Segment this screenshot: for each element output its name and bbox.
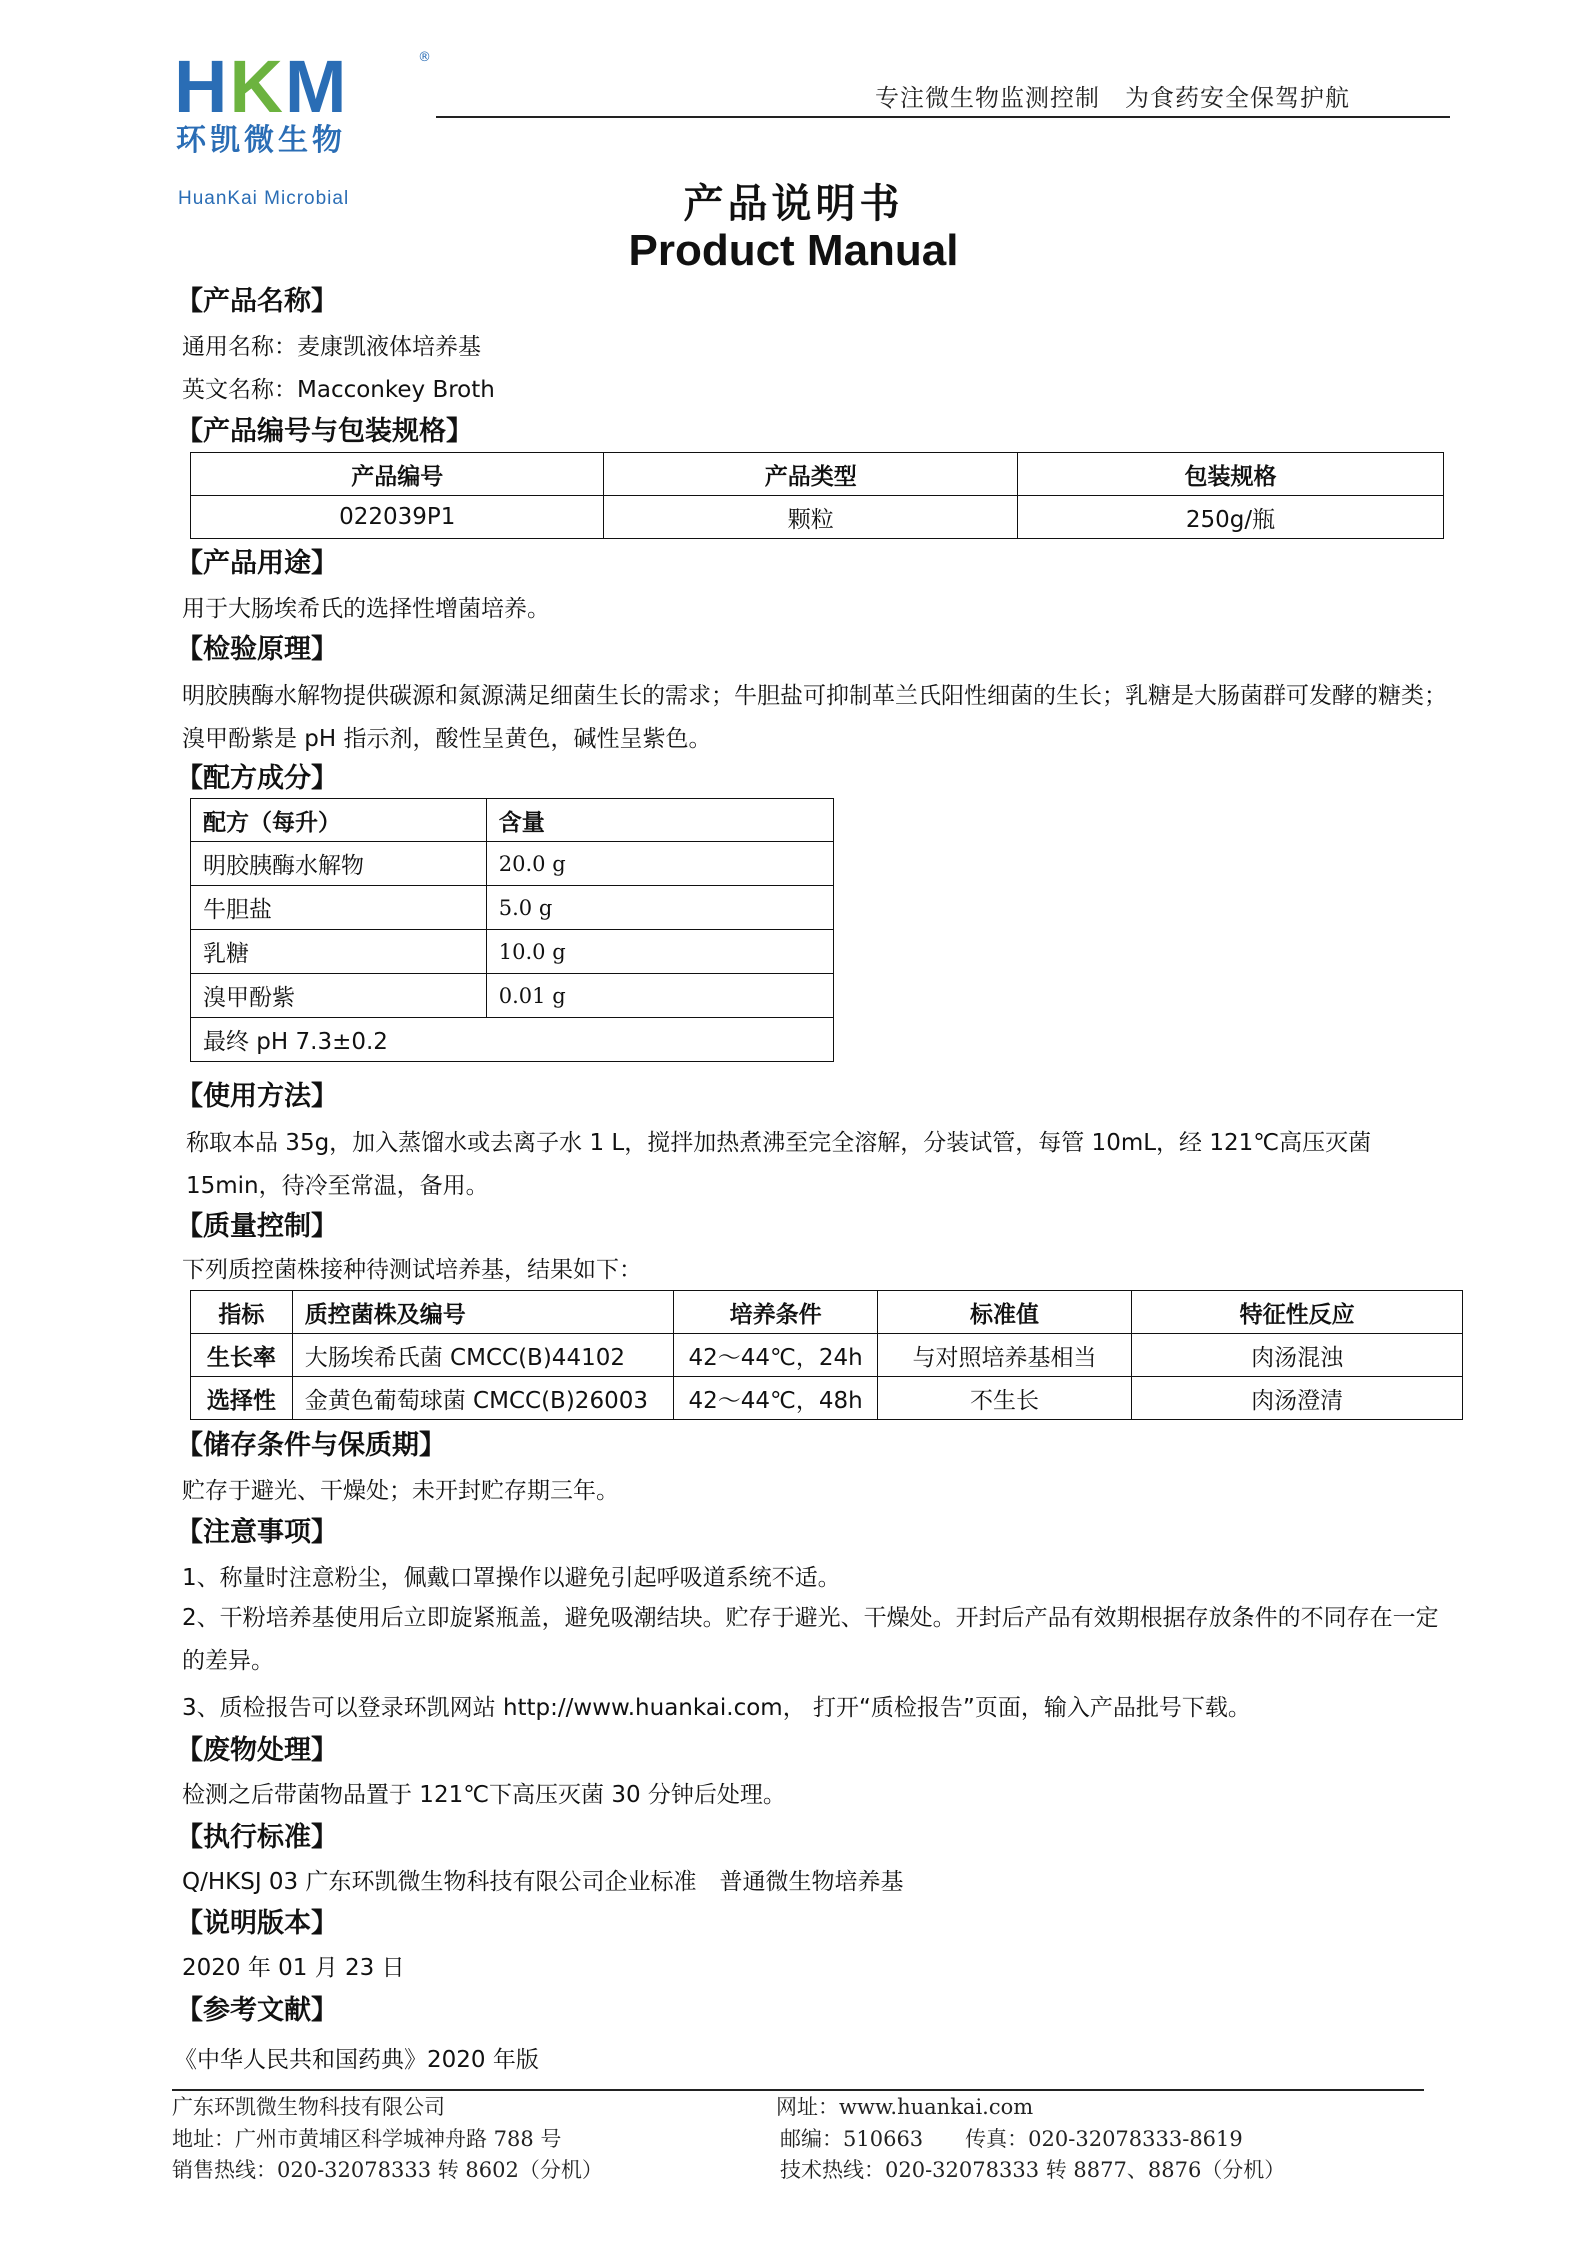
qc-strain: 大肠埃希氏菌 CMCC(B)44102 [292, 1334, 674, 1377]
qc-reaction: 肉汤澄清 [1132, 1377, 1463, 1420]
table-header-cell: 培养条件 [674, 1291, 878, 1334]
table-header-row [191, 1291, 1463, 1334]
header-divider [436, 116, 1450, 118]
footer-address: 地址：广州市黄埔区科学城神舟路 788 号 [172, 2127, 562, 2151]
package-spec: 250g/瓶 [1017, 496, 1443, 539]
table-header-cell: 包装规格 [1017, 453, 1443, 496]
qc-standard: 不生长 [877, 1377, 1131, 1420]
note-item: 1、称量时注意粉尘，佩戴口罩操作以避免引起呼吸道系统不适。 [182, 1565, 841, 1591]
ingredient-name: 牛胆盐 [191, 886, 487, 930]
registered-mark: ® [418, 50, 431, 65]
table-header-cell: 标准值 [877, 1291, 1131, 1334]
ingredient-name: 溴甲酚紫 [191, 974, 487, 1018]
table-row [191, 1377, 1463, 1420]
footer-postcode-fax: 邮编：510663 传真：020-32078333-8619 [780, 2127, 1243, 2151]
ingredient-amount: 0.01 g [486, 974, 833, 1018]
section-heading-usage: 【产品用途】 [176, 548, 338, 579]
section-heading-standard: 【执行标准】 [176, 1822, 338, 1853]
logo-mark-h: H [174, 45, 230, 128]
section-heading-version: 【说明版本】 [176, 1908, 338, 1939]
references-text: 《中华人民共和国药典》2020 年版 [174, 2047, 539, 2073]
footer-divider [172, 2089, 1424, 2091]
ingredient-name: 乳糖 [191, 930, 487, 974]
table-row [191, 974, 834, 1018]
ingredient-amount: 20.0 g [486, 842, 833, 886]
quality-control-table [190, 1290, 1463, 1420]
section-heading-formula: 【配方成分】 [176, 763, 338, 794]
table-header-row [191, 799, 834, 842]
logo-mark-k: K [229, 45, 285, 128]
section-heading-product-name: 【产品名称】 [176, 286, 338, 317]
method-text: 称取本品 35g，加入蒸馏水或去离子水 1 L，搅拌加热煮沸至完全溶解，分装试管，每管 10mL，经 121℃高压灭菌 15min，待冷至常温，备用。 [186, 1130, 1372, 1199]
qc-conditions: 42～44℃，24h [674, 1334, 878, 1377]
section-heading-quality-control: 【质量控制】 [176, 1211, 338, 1242]
note-item: 3、质检报告可以登录环凯网站 http://www.huankai.com， 打开“质检报告”页面，输入产品批号下载。 [182, 1695, 1251, 1721]
footer-website: 网址：www.huankai.com [776, 2095, 1034, 2119]
logo-chinese-name: 环凯微生物 [176, 123, 346, 158]
product-type: 颗粒 [604, 496, 1017, 539]
common-name: 通用名称：麦康凯液体培养基 [182, 334, 481, 360]
company-logo [174, 45, 444, 209]
logo-mark [174, 45, 349, 128]
title-english: Product Manual [628, 226, 959, 275]
logo-mark-m: M [284, 45, 349, 128]
title-chinese: 产品说明书 [683, 181, 904, 227]
qc-standard: 与对照培养基相当 [877, 1334, 1131, 1377]
package-table [190, 452, 1444, 539]
table-header-cell: 含量 [486, 799, 833, 842]
logo-english-name: HuanKai Microbial [178, 188, 350, 209]
note-item: 2、干粉培养基使用后立即旋紧瓶盖，避免吸潮结块。贮存于避光、干燥处。开封后产品有效期根据存放条件的不同存在一定的差异。 [182, 1605, 1439, 1674]
standard-text: Q/HKSJ 03 广东环凯微生物科技有限公司企业标准 普通微生物培养基 [182, 1869, 904, 1895]
version-text: 2020 年 01 月 23 日 [182, 1955, 405, 1981]
table-header-cell: 质控菌株及编号 [292, 1291, 674, 1334]
section-heading-notes: 【注意事项】 [176, 1517, 338, 1548]
footer-company: 广东环凯微生物科技有限公司 [172, 2095, 445, 2119]
table-row [191, 930, 834, 974]
english-name: 英文名称：Macconkey Broth [182, 377, 495, 403]
qc-indicator: 生长率 [191, 1334, 293, 1377]
qc-indicator: 选择性 [191, 1377, 293, 1420]
table-header-cell: 特征性反应 [1132, 1291, 1463, 1334]
product-code: 022039P1 [191, 496, 604, 539]
qc-intro: 下列质控菌株接种待测试培养基，结果如下： [182, 1257, 642, 1283]
principle-text: 明胶胰酶水解物提供碳源和氮源满足细菌生长的需求；牛胆盐可抑制革兰氏阳性细菌的生长；乳糖是大肠菌群可发酵的糖类；溴甲酚紫是 pH 指示剂，酸性呈黄色，碱性呈紫色。 [182, 683, 1447, 752]
table-row [191, 1018, 834, 1062]
formula-table [190, 798, 834, 1062]
table-header-row [191, 453, 1444, 496]
table-row [191, 496, 1444, 539]
ingredient-amount: 5.0 g [486, 886, 833, 930]
section-heading-references: 【参考文献】 [176, 1995, 338, 2026]
table-row [191, 1334, 1463, 1377]
ingredient-amount: 10.0 g [486, 930, 833, 974]
qc-conditions: 42～44℃，48h [674, 1377, 878, 1420]
table-header-cell: 指标 [191, 1291, 293, 1334]
usage-text: 用于大肠埃希氏的选择性增菌培养。 [182, 596, 550, 622]
footer-tech-hotline: 技术热线：020-32078333 转 8877、8876（分机） [780, 2158, 1286, 2182]
section-heading-disposal: 【废物处理】 [176, 1735, 338, 1766]
footer-sales-hotline: 销售热线：020-32078333 转 8602（分机） [172, 2158, 603, 2182]
storage-text: 贮存于避光、干燥处；未开封贮存期三年。 [182, 1478, 619, 1504]
table-header-cell: 配方（每升） [191, 799, 487, 842]
table-header-cell: 产品类型 [604, 453, 1017, 496]
qc-reaction: 肉汤混浊 [1132, 1334, 1463, 1377]
section-heading-method: 【使用方法】 [176, 1081, 338, 1112]
qc-strain: 金黄色葡萄球菌 CMCC(B)26003 [292, 1377, 674, 1420]
header-slogan: 专注微生物监测控制 为食药安全保驾护航 [875, 84, 1350, 112]
section-heading-principle: 【检验原理】 [176, 634, 338, 665]
section-heading-storage: 【储存条件与保质期】 [176, 1430, 446, 1461]
final-ph: 最终 pH 7.3±0.2 [191, 1018, 834, 1062]
table-row [191, 886, 834, 930]
section-heading-package: 【产品编号与包装规格】 [176, 416, 473, 447]
table-header-cell: 产品编号 [191, 453, 604, 496]
table-row [191, 842, 834, 886]
disposal-text: 检测之后带菌物品置于 121℃下高压灭菌 30 分钟后处理。 [182, 1782, 786, 1808]
ingredient-name: 明胶胰酶水解物 [191, 842, 487, 886]
